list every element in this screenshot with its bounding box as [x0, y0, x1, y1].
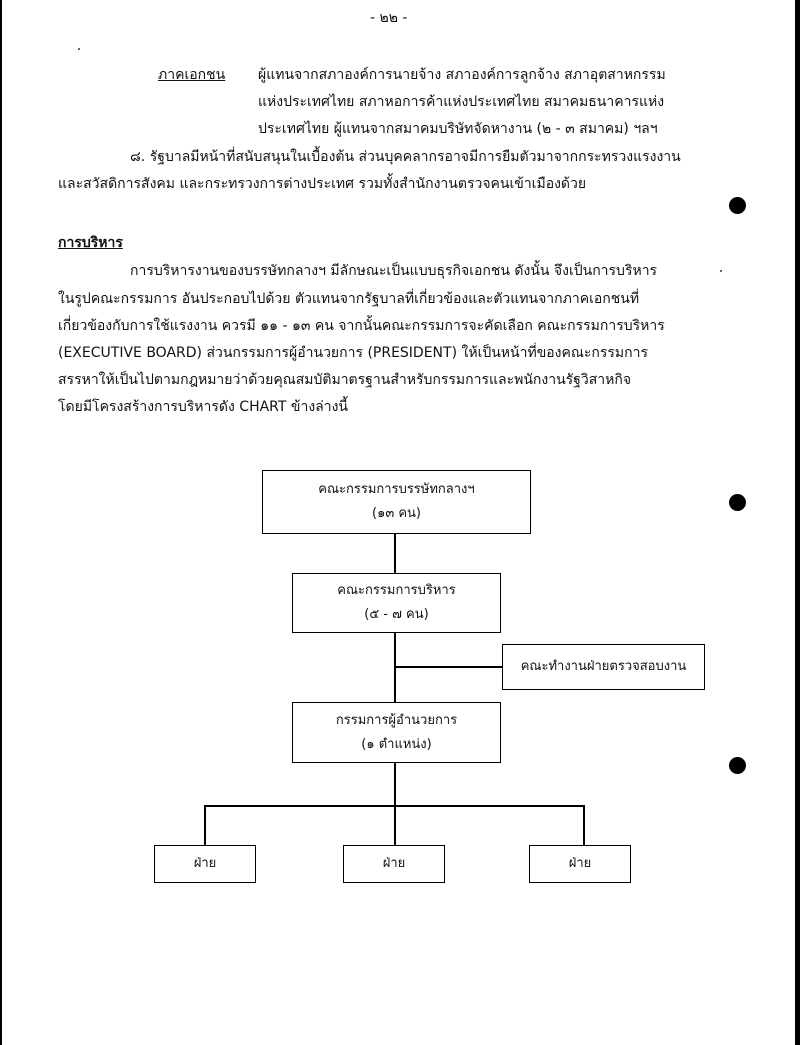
private-sector-line-3: ประเทศไทย ผู้แทนจากสมาคมบริษัทจัดหางาน (๒ - ๓ สมาคม) ฯลฯ [258, 121, 658, 137]
connector-board-executive [394, 533, 396, 574]
president-count: (๑ ตำแหน่ง) [361, 736, 432, 752]
connector-department-2 [394, 805, 396, 846]
admin-heading: การบริหาร [58, 235, 123, 251]
scan-speck [78, 48, 80, 50]
scan-border-right [795, 0, 800, 1045]
private-sector-line-2: แห่งประเทศไทย สภาหอการค้าแห่งประเทศไทย สมาคมธนาคารแห่ง [258, 94, 665, 110]
admin-paragraph-line: สรรหาให้เป็นไปตามกฎหมายว่าด้วยคุณสมบัติมาตรฐานสำหรับกรรมการและพนักงานรัฐวิสาหกิจ [58, 372, 632, 388]
audit-box [502, 644, 705, 690]
department-label: ฝ่าย [568, 856, 592, 871]
binder-hole-bottom [729, 757, 746, 774]
connector-department-3 [583, 805, 585, 846]
private-sector-line-1: ผู้แทนจากสภาองค์การนายจ้าง สภาองค์การลูกจ้าง สภาอุตสาหกรรม [258, 67, 666, 83]
scan-border-left [0, 0, 2, 1045]
department-box-2 [343, 845, 445, 883]
board-title: คณะกรรมการบรรษัทกลางฯ [318, 482, 475, 497]
item-8-line-2: และสวัสดิการสังคม และกระทรวงการต่างประเทศ รวมทั้งสำนักงานตรวจคนเข้าเมืองด้วย [58, 176, 587, 192]
private-sector-label: ภาคเอกชน [158, 67, 226, 83]
department-box-1 [154, 845, 256, 883]
board-count: (๑๓ คน) [372, 506, 421, 521]
connector-executive-president [394, 632, 396, 703]
admin-paragraph-line: โดยมีโครงสร้างการบริหารดัง CHART ข้างล่างนี้ [58, 399, 349, 415]
binder-hole-middle [729, 494, 746, 511]
scan-speck [720, 270, 722, 272]
department-label: ฝ่าย [193, 856, 217, 871]
connector-president-departments [394, 762, 396, 806]
executive-title: คณะกรรมการบริหาร [337, 583, 456, 598]
executive-box [292, 573, 501, 633]
admin-paragraph-line: เกี่ยวข้องกับการใช้แรงงาน ควรมี ๑๑ - ๑๓ คน จากนั้นคณะกรรมการจะคัดเลือก คณะกรรมการบริหาร [58, 318, 665, 334]
connector-audit [394, 666, 502, 668]
page-number: - ๒๒ - [370, 10, 408, 26]
department-label: ฝ่าย [382, 856, 406, 871]
department-box-3 [529, 845, 631, 883]
board-box [262, 470, 531, 534]
audit-title: คณะทำงานฝ่ายตรวจสอบงาน [520, 659, 687, 674]
admin-paragraph-line: (EXECUTIVE BOARD) ส่วนกรรมการผู้อำนวยการ (PRESIDENT) ให้เป็นหน้าที่ของคณะกรรมการ [58, 345, 648, 361]
connector-department-1 [204, 805, 206, 846]
binder-hole-top [729, 197, 746, 214]
president-box [292, 702, 501, 763]
president-title: กรรมการผู้อำนวยการ [335, 712, 458, 728]
admin-paragraph-line: ในรูปคณะกรรมการ อันประกอบไปด้วย ตัวแทนจากรัฐบาลที่เกี่ยวข้องและตัวแทนจากภาคเอกชนที่ [58, 291, 640, 307]
admin-paragraph-line: การบริหารงานของบรรษัทกลางฯ มีลักษณะเป็นแบบธุรกิจเอกชน ดังนั้น จึงเป็นการบริหาร [130, 263, 658, 279]
executive-count: (๕ - ๗ คน) [364, 607, 429, 622]
item-8-line-1: ๘. รัฐบาลมีหน้าที่สนับสนุนในเบื้องต้น ส่วนบุคคลากรอาจมีการยืมตัวมาจากกระทรวงแรงงาน [130, 149, 681, 165]
